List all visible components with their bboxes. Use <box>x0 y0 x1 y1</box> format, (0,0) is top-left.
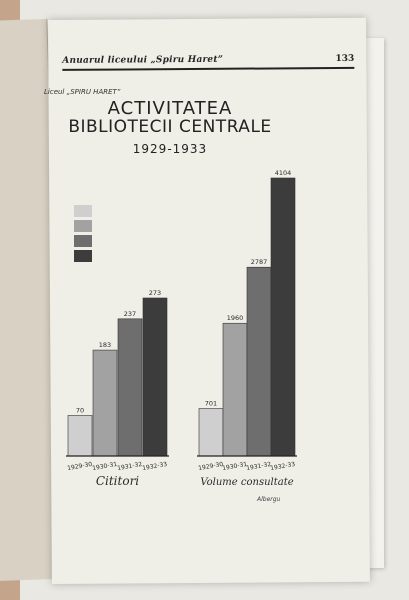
tick-label: 1931-32 <box>116 460 143 473</box>
tick-label: 1932-33 <box>269 460 296 473</box>
library-stamp: Liceul „SPIRU HARET” <box>44 88 121 96</box>
chart-subtitle: 1929-1933 <box>132 142 208 156</box>
chart-title-line2: BIBLIOTECII CENTRALE <box>68 117 272 137</box>
data-label: 237 <box>123 309 137 318</box>
bar <box>247 267 271 456</box>
chart-title: ACTIVITATEA <box>107 98 233 119</box>
tick-label: 1930-31 <box>221 460 248 473</box>
bar <box>143 298 167 456</box>
bar <box>118 319 142 456</box>
page-number: 133 <box>335 53 355 64</box>
bar <box>68 415 92 456</box>
bar <box>199 409 223 456</box>
group-label: Volume consultate <box>200 477 294 488</box>
tick-label: 1929-30 <box>66 460 93 473</box>
data-label: 2787 <box>250 258 268 267</box>
bar <box>93 350 117 456</box>
data-label: 1960 <box>226 314 244 323</box>
data-label: 273 <box>148 289 162 297</box>
tick-label: 1930-31 <box>91 460 118 473</box>
data-label: 183 <box>98 341 112 350</box>
tick-label: 1932-33 <box>141 460 168 473</box>
bar <box>271 178 295 456</box>
bar <box>223 323 247 456</box>
tick-label: 1931-32 <box>245 460 272 473</box>
group-label: Cititori <box>95 474 140 488</box>
data-label: 70 <box>75 406 85 415</box>
data-label: 701 <box>204 399 218 408</box>
author-signature: Albergu <box>257 496 281 503</box>
data-label: 4104 <box>274 169 292 177</box>
tick-label: 1929-30 <box>197 460 224 473</box>
header-title: Anuarul liceului „Spiru Haret” <box>62 54 224 66</box>
